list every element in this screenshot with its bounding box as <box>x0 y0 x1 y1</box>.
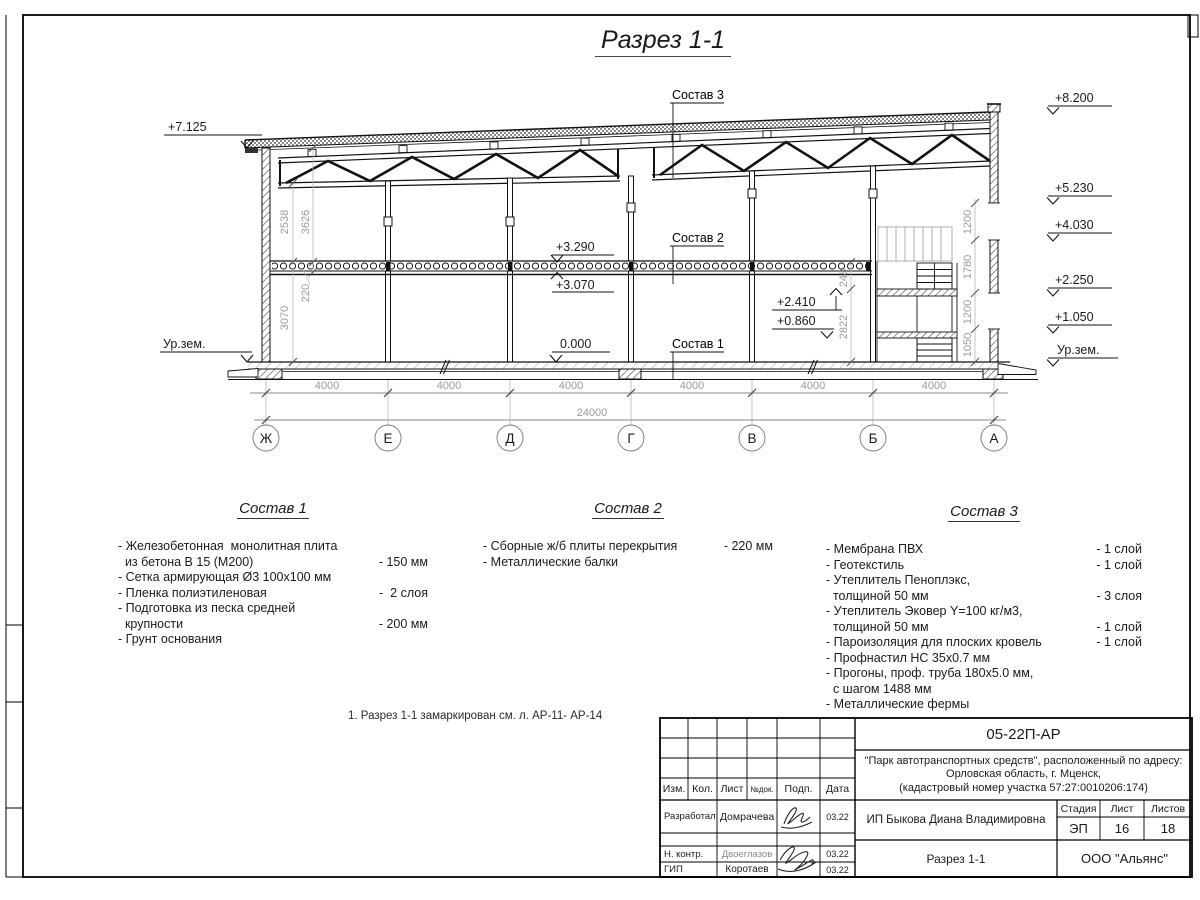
stair-beam <box>877 332 957 338</box>
footing <box>619 369 641 379</box>
name-gip: Коротаев <box>725 864 769 875</box>
elevation-mark-slab-bottom <box>551 273 614 293</box>
svg-text:Ур.зем.: Ур.зем. <box>1057 343 1100 357</box>
dim-1200-a: 1200 <box>962 209 974 235</box>
axis-A: А <box>989 431 999 446</box>
col-data: Дата <box>825 783 850 795</box>
left-wall <box>262 148 270 362</box>
footing <box>256 369 282 379</box>
floor-slab-level2 <box>270 261 872 275</box>
list-item: - Грунт основания <box>118 632 223 646</box>
drawing-name: Разрез 1-1 <box>926 851 986 866</box>
stair-landing <box>877 289 957 296</box>
sheets-total: 18 <box>1160 821 1176 836</box>
project-description: "Парк автотранспортных средств", расположенный по адресу: Орловская область, г. Мценск, (кадастровый номер участка 57:27:0010206:174) <box>864 754 1183 794</box>
svg-text:+1.050: +1.050 <box>1055 310 1094 324</box>
svg-text:+3.070: +3.070 <box>556 278 595 292</box>
signature-developer <box>781 808 812 828</box>
apron-right <box>998 364 1036 375</box>
svg-text:+4.030: +4.030 <box>1055 218 1094 232</box>
dim-248: 248 <box>838 268 850 288</box>
svg-text:0.000: 0.000 <box>560 337 592 351</box>
elevation-mark-landing <box>772 314 834 338</box>
dim-4000-5: 4000 <box>800 380 826 392</box>
dim-4000-4: 4000 <box>679 380 705 392</box>
col-izm: Изм. <box>662 783 686 795</box>
svg-text:+7.125: +7.125 <box>168 120 207 134</box>
dim-24000: 24000 <box>576 407 608 419</box>
ground-slab <box>228 360 1038 380</box>
dim-1780: 1780 <box>962 254 974 280</box>
dim-220: 220 <box>300 283 312 303</box>
elevation-mark-beam-top <box>772 289 842 311</box>
col-doc: №док. <box>750 784 774 794</box>
staircase <box>877 227 957 362</box>
stage-label: Стадия <box>1060 802 1097 815</box>
elevation-mark-slab-top <box>551 240 614 262</box>
dim-4000-2: 4000 <box>436 380 462 392</box>
col-podp: Подп. <box>784 783 813 795</box>
list-item: - Прогоны, проф. труба 180х5.0 мм, с шагом 1488 мм <box>826 666 1034 696</box>
list-item: - Сетка армирующая Ø3 100х100 мм <box>118 570 332 584</box>
signature-control <box>778 847 816 872</box>
column-splice <box>384 217 392 226</box>
dim-2822: 2822 <box>838 314 850 340</box>
sheet-label: Лист <box>1110 802 1134 815</box>
col-kol: Кол. <box>692 783 713 795</box>
dim-2538: 2538 <box>279 209 291 235</box>
role-developer: Разработал <box>664 811 716 822</box>
composition-1-title: Состав 1 <box>239 500 307 517</box>
svg-text:+3.290: +3.290 <box>556 240 595 254</box>
axis-D: Д <box>505 431 515 446</box>
name-control: Двоеглазов <box>721 848 773 860</box>
dim-4000-3: 4000 <box>558 380 584 392</box>
column-splice <box>627 203 635 212</box>
page-title: Разрез 1-1 <box>530 26 796 55</box>
label-sostav-1: Состав 1 <box>672 337 724 351</box>
apron-left <box>228 369 258 378</box>
composition-3-title: Состав 3 <box>950 503 1018 520</box>
list-item: - Пароизоляция для плоских кровель - 1 слой <box>826 635 1142 649</box>
list-item: - Подготовка из песка средней крупности - 200 мм <box>118 601 428 631</box>
list-item: - Металлические балки <box>483 554 618 569</box>
column-splice <box>506 217 514 226</box>
elevation-mark-ground-left <box>160 337 253 362</box>
composition-1 <box>118 500 428 648</box>
list-item: - Мембрана ПВХ - 1 слой <box>826 542 1142 556</box>
composition-2-title: Состав 2 <box>594 500 662 517</box>
dim-3070: 3070 <box>279 305 291 331</box>
roof-structure <box>245 112 990 188</box>
svg-text:+2.250: +2.250 <box>1055 273 1094 287</box>
axis-Zh: Ж <box>259 431 273 446</box>
role-gip: ГИП <box>664 864 683 875</box>
list-item: - Металлические фермы <box>826 697 970 711</box>
list-item: - Пленка полиэтиленовая - 2 слоя <box>118 585 428 600</box>
list-item: - Утеплитель Эковер Y=100 кг/м3, толщиной 50 мм - 1 слой <box>826 604 1142 634</box>
list-item: - Профнастил НС 35х0.7 мм <box>826 650 991 665</box>
sheets-label: Листов <box>1150 802 1186 815</box>
name-developer: Домрачева <box>719 810 775 823</box>
svg-text:+5.230: +5.230 <box>1055 181 1094 195</box>
label-sostav-3: Состав 3 <box>672 88 724 102</box>
svg-text:+8.200: +8.200 <box>1055 91 1094 105</box>
stage-value: ЭП <box>1069 821 1088 836</box>
svg-text:+2.410: +2.410 <box>777 295 816 309</box>
dim-1200-b: 1200 <box>962 299 974 325</box>
col-list: Лист <box>720 783 744 795</box>
list-item: - Железобетонная монолитная плита из бетона В 15 (М200) - 150 мм <box>118 539 428 569</box>
date-gip: 03.22 <box>826 864 849 875</box>
company-name: ООО "Альянс" <box>1081 851 1168 866</box>
axis-bubbles <box>253 425 1007 451</box>
doc-number: 05-22П-АР <box>986 725 1061 743</box>
truss-2 <box>652 135 990 180</box>
label-sostav-2: Состав 2 <box>672 231 724 245</box>
list-item: - Сборные ж/б плиты перекрытия - 220 мм <box>483 539 773 553</box>
client-name: ИП Быкова Диана Владимировна <box>866 814 1046 826</box>
dim-3626: 3626 <box>300 209 312 235</box>
drawing-note: 1. Разрез 1-1 замаркирован см. л. АР-11- АР-14 <box>348 710 603 722</box>
list-item: - Утеплитель Пеноплэкс, толщиной 50 мм - 3 слоя <box>826 573 1142 603</box>
axis-V: В <box>747 431 757 446</box>
stair-railing <box>878 227 952 261</box>
composition-3 <box>826 503 1142 713</box>
axis-G: Г <box>627 431 635 446</box>
column-splice <box>748 189 756 198</box>
elevation-mark-floor-zero <box>550 337 610 362</box>
bottom-dimensions <box>250 380 1008 425</box>
right-wall <box>987 104 1001 362</box>
sheet-number: 16 <box>1114 821 1130 836</box>
axis-E: Е <box>383 431 393 446</box>
elevation-marks-right <box>1047 91 1118 366</box>
dim-4000-1: 4000 <box>314 380 340 392</box>
window-opening-lower <box>989 293 999 329</box>
column-splice <box>869 189 877 198</box>
date-developer: 03.22 <box>826 811 849 822</box>
composition-2 <box>483 500 773 570</box>
svg-text:Ур.зем.: Ур.зем. <box>163 337 206 351</box>
role-control: Н. контр. <box>664 848 704 860</box>
date-control: 03.22 <box>826 849 849 859</box>
dim-4000-6: 4000 <box>921 380 947 392</box>
window-opening-upper <box>989 203 999 240</box>
axis-B: Б <box>868 431 878 446</box>
truss-1 <box>278 149 620 188</box>
dim-1050: 1050 <box>962 332 974 358</box>
svg-text:+0.860: +0.860 <box>777 314 816 328</box>
parapet <box>988 104 1000 112</box>
list-item: - Геотекстиль - 1 слой <box>826 557 1142 572</box>
